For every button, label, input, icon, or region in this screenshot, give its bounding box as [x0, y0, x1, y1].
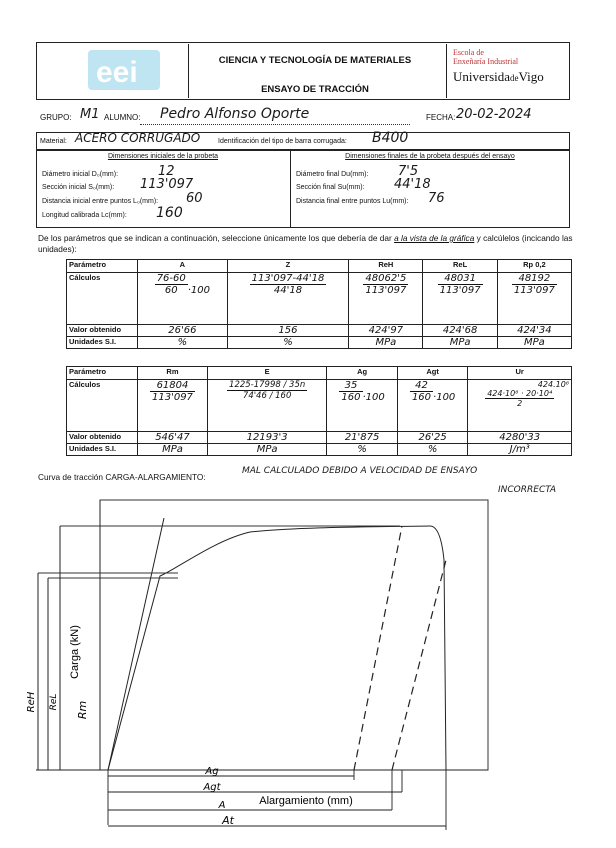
calc-num: 48062'5 — [365, 273, 407, 284]
table2-calc-cell — [397, 380, 468, 432]
table2-value-row — [67, 432, 572, 444]
university-logo — [446, 44, 569, 98]
table2-header-row — [67, 367, 572, 380]
parameters-table-2 — [66, 366, 572, 456]
y-axis-label: Carga (kN) — [69, 625, 81, 679]
table1-header-row — [67, 260, 572, 273]
final-item-du-label: Diámetro final Du(mm): — [296, 171, 369, 178]
table2-header-0: Parámetro — [67, 367, 138, 380]
table2-calc-cell — [327, 380, 398, 432]
table2-header-2: E — [207, 367, 326, 380]
material-value: ACERO CORRUGADO — [75, 131, 201, 145]
university-text: Universida — [453, 69, 511, 84]
table2-calc-label: Cálculos — [67, 380, 138, 432]
load-elongation-curve — [0, 480, 616, 848]
table1-value-cell: 26'66 — [138, 325, 228, 337]
calc-den: 113'097 — [439, 285, 481, 296]
initial-title: Dimensiones iniciales de la probeta — [107, 153, 219, 160]
calc-den: 74'46 / 160 — [242, 391, 292, 401]
table2-unit-cell: % — [327, 444, 398, 456]
table1-header-3: ReH — [349, 260, 423, 273]
table2-units-row — [67, 444, 572, 456]
calc-num: 61804 — [150, 380, 195, 392]
table1-value-label: Valor obtenido — [67, 325, 138, 337]
table1-header-1: A — [138, 260, 228, 273]
table1-units-label: Unidades S.I. — [67, 337, 138, 349]
final-item-lu-label: Distancia final entre puntos Lu(mm): — [296, 198, 409, 205]
table1-unit-cell: MPa — [349, 337, 423, 349]
table2-value-label: Valor obtenido — [67, 432, 138, 444]
calc-den: 113'097 — [365, 285, 407, 296]
final-item-su-label: Sección final Su(mm): — [296, 184, 365, 191]
curve-label: Curva de tracción CARGA-ALARGAMIENTO: — [38, 472, 206, 482]
alumno-line — [140, 124, 410, 125]
calc-den: 2 — [517, 399, 523, 408]
final-title: Dimensiones finales de la probeta después del ensayo — [345, 153, 515, 160]
ag-label: Ag — [205, 766, 219, 777]
school-line2: Enxeñaría Industrial — [453, 57, 519, 66]
table2-value-cell: 21'875 — [327, 432, 398, 444]
table2-header-4: Agt — [397, 367, 468, 380]
grupo-label: GRUPO: — [40, 113, 72, 122]
initial-item-s0-value: 113'097 — [140, 177, 194, 192]
table2-value-cell: 546'47 — [138, 432, 208, 444]
calc-den: 160 — [411, 392, 432, 403]
final-item-su-value: 44'18 — [394, 177, 431, 192]
svg-text:eei: eei — [96, 56, 138, 89]
table1-units-row — [67, 337, 572, 349]
university-end: Vigo — [518, 69, 544, 84]
table1-calc-cell — [349, 273, 423, 325]
table1-value-cell: 156 — [227, 325, 349, 337]
final-item-du-value: 7'5 — [398, 164, 419, 179]
initial-item-lc-label: Longitud calibrada Lc(mm): — [42, 212, 127, 219]
calc-den: 60 — [164, 285, 178, 296]
table1-calc-cell — [138, 273, 228, 325]
table1-value-cell: 424'97 — [349, 325, 423, 337]
table2-header-5: Ur — [468, 367, 572, 380]
calc-num: 424·10⁶ · 20·10⁴ — [487, 389, 553, 398]
material-label: Material: — [40, 138, 67, 145]
table1-unit-cell: % — [138, 337, 228, 349]
rm-label: Rm — [76, 700, 89, 720]
table1-header-5: Rp 0,2 — [497, 260, 571, 273]
initial-item-lc-value: 160 — [156, 205, 183, 221]
calc-num: 76-60 — [156, 273, 186, 284]
table2-header-1: Rm — [138, 367, 208, 380]
parameters-table-1 — [66, 259, 572, 349]
calc-den: 44'18 — [273, 285, 303, 296]
eei-logo — [38, 44, 189, 98]
a-label: A — [218, 800, 226, 811]
final-item-lu-value: 76 — [428, 191, 445, 206]
ur-extra: 424.10⁶ — [537, 380, 569, 389]
university-name — [453, 69, 544, 85]
curve-note-line1: MAL CALCULADO DEBIDO A VELOCIDAD DE ENSAYO — [242, 466, 478, 476]
table1-value-cell: 424'68 — [423, 325, 497, 337]
fecha-label: FECHA: — [426, 113, 456, 122]
table1-value-cell: 424'34 — [497, 325, 571, 337]
instructions-text1: De los parámetros que se indican a continuación, seleccione únicamente los que debería de dar — [38, 233, 392, 243]
table1-header-0: Parámetro — [67, 260, 138, 273]
table1-calc-cell — [227, 273, 349, 325]
table2-unit-cell: MPa — [207, 444, 326, 456]
calc-den: 113'097 — [513, 285, 555, 296]
table2-header-3: Ag — [327, 367, 398, 380]
calc-tail: ·100 — [433, 392, 456, 403]
plot-frame — [100, 500, 488, 770]
calc-num: 113'097-44'18 — [251, 273, 325, 284]
calc-den: 160 — [341, 392, 361, 403]
material-id-value: B400 — [372, 130, 409, 146]
calc-tail: ·100 — [362, 392, 385, 403]
table1-calc-cell — [497, 273, 571, 325]
table1-calc-label: Cálculos — [67, 273, 138, 325]
elastic-line — [108, 518, 164, 770]
table2-unit-cell: J/m³ — [468, 444, 572, 456]
instructions-text2: a la vista de la gráfica — [394, 233, 475, 243]
initial-item-l0-label: Distancia inicial entre puntos L₀(mm): — [42, 198, 159, 205]
curve-note-line2: INCORRECTA — [498, 485, 557, 495]
table1-header-4: ReL — [423, 260, 497, 273]
table2-value-cell: 12193'3 — [207, 432, 326, 444]
agt-label: Agt — [203, 782, 221, 793]
table2-calc-cell — [207, 380, 326, 432]
calc-tail: ·100 — [187, 285, 211, 296]
table2-value-cell: 26'25 — [397, 432, 468, 444]
calc-num: 48192 — [512, 273, 557, 285]
table2-unit-cell: % — [397, 444, 468, 456]
document-subtitle: ENSAYO DE TRACCIÓN — [261, 84, 369, 95]
university-de: de — [510, 73, 519, 83]
table1-value-row — [67, 325, 572, 337]
x-axis-label: Alargamiento (mm) — [259, 795, 353, 807]
initial-item-d0-value: 12 — [158, 164, 175, 179]
table2-calc-cell — [468, 380, 572, 432]
school-line1: Escola de — [453, 48, 484, 57]
instructions-text3: y calcúlelos (incicando las unidades): — [38, 233, 573, 254]
fecha-value: 20-02-2024 — [456, 107, 532, 122]
table1-header-2: Z — [227, 260, 349, 273]
grupo-value: M1 — [80, 107, 100, 122]
ag-offset-line — [354, 526, 402, 770]
dimensions-divider — [290, 150, 291, 228]
table1-unit-cell: % — [227, 337, 349, 349]
initial-item-d0-label: Diámetro inicial D₀(mm): — [42, 171, 119, 178]
alumno-value: Pedro Alfonso Oporte — [160, 106, 310, 122]
reh-label: ReH — [26, 691, 37, 713]
table2-unit-cell: MPa — [138, 444, 208, 456]
table1-unit-cell: MPa — [423, 337, 497, 349]
a-offset-line — [392, 560, 446, 770]
calc-num: 42 — [410, 380, 433, 392]
instructions — [38, 233, 578, 255]
rel-label: ReL — [49, 693, 59, 711]
table1-calc-row — [67, 273, 572, 325]
initial-item-l0-value: 60 — [186, 191, 203, 206]
table1-calc-cell — [423, 273, 497, 325]
initial-item-s0-label: Sección inicial S₀(mm): — [42, 184, 115, 191]
at-label: At — [222, 814, 234, 827]
calc-num: 35 — [339, 380, 362, 392]
calc-num: 48031 — [438, 273, 483, 285]
table2-units-label: Unidades S.I. — [67, 444, 138, 456]
table2-calc-cell — [138, 380, 208, 432]
calc-num: 1225-17998 / 35n — [229, 380, 306, 390]
document-title: CIENCIA Y TECNOLOGÍA DE MATERIALES — [218, 55, 412, 66]
table2-value-cell: 4280'33 — [468, 432, 572, 444]
alumno-label: ALUMNO: — [104, 113, 141, 122]
table2-calc-row — [67, 380, 572, 432]
table1-unit-cell: MPa — [497, 337, 571, 349]
calc-den: 113'097 — [152, 392, 193, 403]
material-id-label: Identificación del tipo de barra corrugada: — [218, 138, 347, 145]
